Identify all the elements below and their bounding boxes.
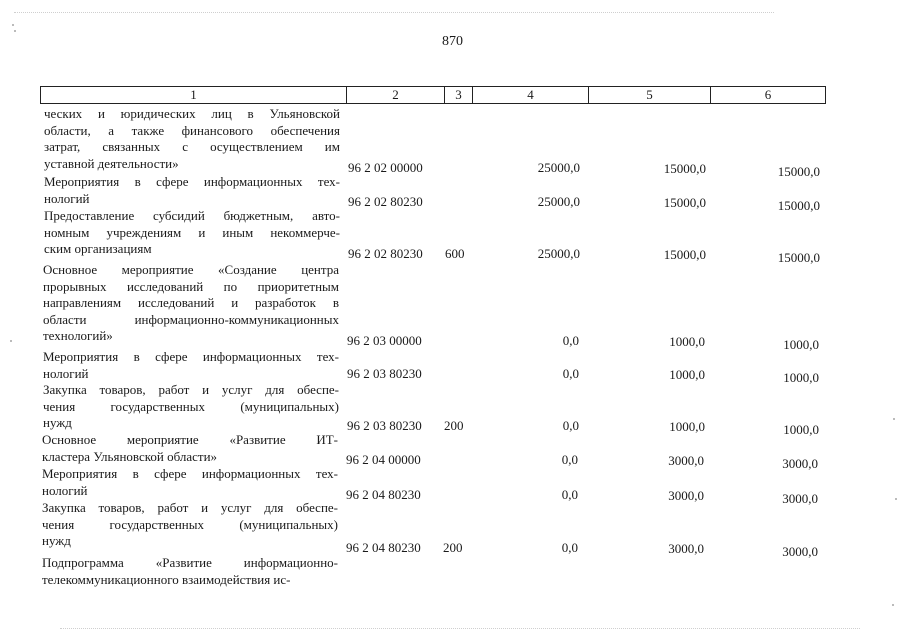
row-description: [42, 555, 338, 588]
cell-c5: 15000,0: [663, 195, 706, 210]
scan-speck: [12, 24, 14, 26]
cell-code: 96 2 03 80230: [347, 418, 422, 433]
cell-code: 96 2 04 80230: [346, 540, 421, 555]
cell-c4: 25000,0: [537, 246, 580, 261]
description-line: чения государственных (муниципальных): [42, 516, 338, 532]
scan-artifact-top: [14, 12, 774, 13]
cell-c4: 25000,0: [537, 160, 580, 175]
description-line: чения государственных (муниципальных): [43, 398, 339, 414]
cell-c6: 1000,0: [783, 337, 819, 352]
header-col-3: 3: [445, 87, 473, 103]
header-col-4: 4: [473, 87, 589, 103]
cell-c4: 0,0: [562, 418, 579, 433]
scan-speck: [10, 340, 12, 342]
row-description: [43, 382, 339, 432]
cell-code: 96 2 02 80230: [348, 246, 423, 261]
description-line: Закупка товаров, работ и услуг для обеспе-: [43, 382, 339, 397]
cell-c4: 0,0: [562, 366, 579, 381]
cell-code: 96 2 04 80230: [346, 487, 421, 502]
row-description: [44, 106, 340, 172]
description-line: телекоммуникационного взаимодействия ис-: [42, 571, 291, 587]
cell-code: 96 2 02 00000: [348, 160, 423, 175]
row-description: [44, 174, 340, 207]
table-header: [40, 86, 826, 104]
cell-code: 96 2 03 80230: [347, 366, 422, 381]
description-line: ским организациям: [44, 241, 152, 256]
description-line: области, а также финансового обеспечения: [44, 122, 340, 138]
description-line: Основное мероприятие «Создание центра: [43, 262, 339, 277]
cell-c5: 15000,0: [663, 247, 706, 262]
cell-c6: 15000,0: [777, 198, 820, 213]
scan-speck: [892, 604, 894, 606]
cell-c6: 1000,0: [783, 422, 819, 437]
description-line: Закупка товаров, работ и услуг для обеспе-: [42, 500, 338, 515]
cell-vr: 200: [443, 540, 463, 555]
description-line: кластера Ульяновской области»: [42, 448, 218, 464]
row-description: [44, 208, 340, 258]
cell-c5: 3000,0: [668, 541, 704, 556]
cell-code: 96 2 02 80230: [348, 194, 423, 209]
description-line: нологий: [44, 190, 90, 206]
cell-code: 96 2 04 00000: [346, 452, 421, 467]
row-description: [42, 500, 338, 550]
description-line: ческих и юридических лиц в Ульяновской: [44, 106, 340, 121]
description-line: нужд: [43, 415, 72, 430]
description-line: нологий: [43, 365, 89, 381]
description-line: нологий: [42, 482, 88, 498]
description-line: Мероприятия в сфере информационных тех-: [42, 466, 338, 481]
description-line: уставной деятельности»: [44, 155, 179, 171]
header-col-5: 5: [589, 87, 711, 103]
cell-c6: 15000,0: [777, 164, 820, 179]
cell-code: 96 2 03 00000: [347, 333, 422, 348]
cell-c5: 3000,0: [668, 453, 704, 468]
row-description: [43, 349, 339, 382]
header-col-6: 6: [764, 87, 772, 102]
description-line: области информационно-коммуникационных: [43, 311, 339, 327]
cell-c6: 1000,0: [783, 370, 819, 385]
row-description: [42, 466, 338, 499]
description-line: технологий»: [43, 328, 113, 343]
scan-artifact-bottom: [60, 628, 860, 629]
row-description: [43, 262, 339, 345]
cell-c5: 1000,0: [669, 419, 705, 434]
description-line: направлениям исследований и разработок в: [43, 295, 339, 310]
cell-c5: 3000,0: [668, 488, 704, 503]
header-col-2: 2: [347, 87, 445, 103]
cell-c5: 1000,0: [669, 367, 705, 382]
cell-c6: 3000,0: [782, 491, 818, 506]
cell-vr: 200: [444, 418, 464, 433]
description-line: Предоставление субсидий бюджетным, авто-: [44, 208, 340, 223]
cell-c5: 1000,0: [669, 334, 705, 349]
cell-c6: 3000,0: [782, 456, 818, 471]
cell-c4: 25000,0: [537, 194, 580, 209]
description-line: нужд: [42, 533, 71, 548]
cell-c5: 15000,0: [663, 161, 706, 176]
scan-speck: [14, 30, 16, 32]
cell-vr: 600: [445, 246, 465, 261]
description-line: номным учреждениям и иным некоммерче-: [44, 224, 340, 240]
cell-c4: 0,0: [562, 333, 579, 348]
scan-speck: [895, 498, 897, 500]
page-number: 870: [442, 34, 463, 49]
cell-c6: 3000,0: [782, 544, 818, 559]
scan-speck: [893, 418, 895, 420]
cell-c6: 15000,0: [777, 250, 820, 265]
row-description: [42, 432, 338, 465]
cell-c4: 0,0: [561, 487, 578, 502]
description-line: прорывных исследований по приоритетным: [43, 278, 339, 294]
description-line: Мероприятия в сфере информационных тех-: [43, 349, 339, 364]
description-line: Подпрограмма «Развитие информационно-: [42, 555, 338, 570]
cell-c4: 0,0: [561, 452, 578, 467]
description-line: Основное мероприятие «Развитие ИТ-: [42, 432, 338, 447]
description-line: затрат, связанных с осуществлением им: [44, 139, 340, 154]
header-col-1: 1: [41, 87, 347, 103]
description-line: Мероприятия в сфере информационных тех-: [44, 174, 340, 189]
cell-c4: 0,0: [561, 540, 578, 555]
